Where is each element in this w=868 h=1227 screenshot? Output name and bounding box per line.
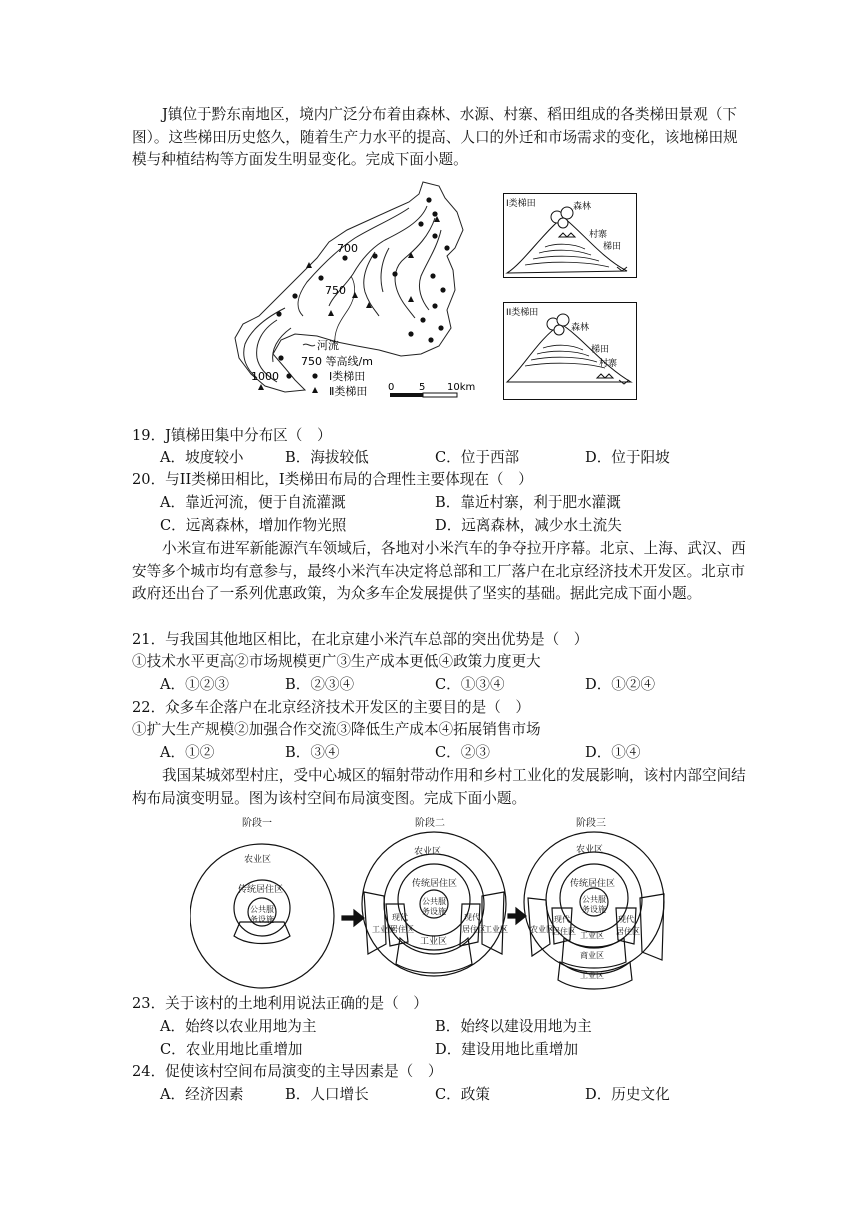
svg-text:现代: 现代 bbox=[464, 913, 480, 922]
svg-text:工业区: 工业区 bbox=[420, 937, 448, 947]
svg-text:II类梯田: II类梯田 bbox=[506, 308, 539, 318]
svg-text:公共服: 公共服 bbox=[582, 895, 606, 904]
q19-option-c[interactable]: C．位于西部 bbox=[435, 449, 520, 466]
svg-text:工业区: 工业区 bbox=[580, 971, 604, 980]
q24-option-c[interactable]: C．政策 bbox=[435, 1086, 490, 1103]
type1-terrace-inset bbox=[503, 193, 637, 278]
q20-option-d[interactable]: D．远离森林，减少水土流失 bbox=[435, 517, 622, 534]
svg-text:I类梯田: I类梯田 bbox=[506, 199, 536, 209]
scale-bar bbox=[390, 393, 423, 397]
legend-type1: Ⅰ类梯田 bbox=[329, 370, 366, 383]
q22-option-b[interactable]: B．③④ bbox=[285, 744, 340, 761]
q22-option-c[interactable]: C．②③ bbox=[435, 744, 490, 761]
svg-text:传统居住区: 传统居住区 bbox=[412, 879, 458, 889]
q21-option-d[interactable]: D．①②④ bbox=[585, 676, 656, 693]
q21-option-b[interactable]: B．②③④ bbox=[285, 676, 355, 693]
svg-text:工业区: 工业区 bbox=[580, 931, 604, 940]
type2-terrace-inset bbox=[503, 302, 637, 400]
village-layout-evolution-diagram bbox=[190, 812, 680, 1002]
svg-text:森林: 森林 bbox=[571, 323, 590, 333]
svg-text:村寨: 村寨 bbox=[589, 230, 608, 240]
legend-river: 河流 bbox=[317, 339, 339, 352]
contour-label-700: 700 bbox=[337, 242, 358, 255]
svg-text:阶段一: 阶段一 bbox=[242, 818, 272, 829]
svg-text:农业区: 农业区 bbox=[414, 847, 442, 857]
contour-label-1000: 1000 bbox=[251, 370, 279, 383]
q22-option-d[interactable]: D．①④ bbox=[585, 744, 641, 761]
q19-option-b[interactable]: B．海拔较低 bbox=[285, 449, 369, 466]
passage-3: 我国某城郊型村庄，受中心城区的辐射带动作用和乡村工业化的发展影响，该村内部空间结构布局演变明显。图为该村空间布局演变图。完成下面小题。 bbox=[132, 767, 746, 807]
svg-text:居住区: 居住区 bbox=[616, 927, 640, 936]
svg-text:居住区: 居住区 bbox=[462, 925, 486, 934]
svg-text:居住区: 居住区 bbox=[552, 927, 576, 936]
question-19: 19．J镇梯田集中分布区（ ） bbox=[132, 427, 332, 444]
svg-text:村寨: 村寨 bbox=[599, 359, 618, 369]
svg-text:工业区: 工业区 bbox=[484, 925, 508, 934]
svg-text:森林: 森林 bbox=[573, 202, 592, 212]
svg-text:居住区: 居住区 bbox=[390, 925, 414, 934]
q21-option-a[interactable]: A．①②③ bbox=[160, 676, 229, 693]
svg-text:公共服: 公共服 bbox=[250, 905, 274, 914]
question-20: 20．与II类梯田相比，I类梯田布局的合理性主要体现在（ ） bbox=[132, 471, 533, 488]
svg-text:务设施: 务设施 bbox=[250, 915, 274, 924]
q22-items: ①扩大生产规模②加强合作交流③降低生产成本④拓展销售市场 bbox=[132, 721, 541, 738]
svg-text:现代: 现代 bbox=[618, 915, 634, 924]
question-22: 22．众多车企落户在北京经济技术开发区的主要目的是（ ） bbox=[132, 699, 531, 716]
svg-text:工业区: 工业区 bbox=[372, 925, 396, 934]
svg-text:现代: 现代 bbox=[554, 915, 570, 924]
q21-option-c[interactable]: C．①③④ bbox=[435, 676, 505, 693]
svg-text:商业区: 商业区 bbox=[580, 951, 604, 960]
svg-text:10km: 10km bbox=[447, 382, 476, 393]
q24-option-b[interactable]: B．人口增长 bbox=[285, 1086, 369, 1103]
legend-river-symbol bbox=[303, 344, 315, 346]
question-21: 21．与我国其他地区相比，在北京建小米汽车总部的突出优势是（ ） bbox=[132, 631, 589, 648]
svg-text:农业区: 农业区 bbox=[530, 925, 554, 934]
svg-text:传统居住区: 传统居住区 bbox=[570, 879, 616, 889]
svg-text:务设施: 务设施 bbox=[422, 907, 446, 916]
svg-text:农业区: 农业区 bbox=[576, 845, 604, 855]
q19-option-a[interactable]: A．坡度较小 bbox=[160, 449, 244, 466]
q19-option-d[interactable]: D．位于阳坡 bbox=[585, 449, 670, 466]
svg-text:梯田: 梯田 bbox=[603, 242, 622, 252]
q24-option-a[interactable]: A．经济因素 bbox=[160, 1086, 244, 1103]
q23-option-b[interactable]: B．始终以建设用地为主 bbox=[435, 1018, 592, 1035]
q21-items: ①技术水平更高②市场规模更广③生产成本更低④政策力度更大 bbox=[132, 653, 541, 670]
terrace-distribution-map bbox=[225, 178, 480, 400]
legend-type2: Ⅱ类梯田 bbox=[329, 385, 368, 398]
contour-700 bbox=[298, 208, 409, 316]
svg-text:0: 0 bbox=[388, 382, 395, 393]
q23-option-c[interactable]: C．农业用地比重增加 bbox=[160, 1041, 303, 1058]
svg-text:公共服: 公共服 bbox=[422, 897, 446, 906]
svg-text:现代: 现代 bbox=[392, 913, 408, 922]
question-23: 23．关于该村的土地利用说法正确的是（ ） bbox=[132, 995, 428, 1012]
passage-1: J镇位于黔东南地区，境内广泛分布着由森林、水源、村寨、稻田组成的各类梯田景观（下图）。这些梯田历史悠久，随着生产力水平的提高、人口的外迁和市场需求的变化，该地梯田规模与种植结构等方面发生明显变化。完成下面小题。 bbox=[132, 106, 738, 168]
question-24: 24．促使该村空间布局演变的主导因素是（ ） bbox=[132, 1063, 443, 1080]
type1-terrace-dots bbox=[276, 197, 449, 378]
legend-contour: 750 等高线/m bbox=[301, 355, 373, 368]
passage-2: 小米宣布进军新能源汽车领域后，各地对小米汽车的争夺拉开序幕。北京、上海、武汉、西安等多个城市均有意参与，最终小米汽车决定将总部和工厂落户在北京经济技术开发区。北京市政府还出台了一系列优惠政策，为众多车企发展提供了坚实的基础。据此完成下面小题。 bbox=[132, 540, 746, 602]
q24-option-d[interactable]: D．历史文化 bbox=[585, 1086, 670, 1103]
q23-option-d[interactable]: D．建设用地比重增加 bbox=[435, 1041, 579, 1058]
q20-option-b[interactable]: B．靠近村寨，利于肥水灌溉 bbox=[435, 494, 621, 511]
svg-text:梯田: 梯田 bbox=[591, 345, 610, 355]
q23-option-a[interactable]: A．始终以农业用地为主 bbox=[160, 1018, 317, 1035]
svg-text:农业区: 农业区 bbox=[244, 855, 272, 865]
q20-option-c[interactable]: C．远离森林，增加作物光照 bbox=[160, 517, 347, 534]
q22-option-a[interactable]: A．①② bbox=[160, 744, 215, 761]
svg-text:阶段二: 阶段二 bbox=[415, 818, 445, 829]
q20-option-a[interactable]: A．靠近河流，便于自流灌溉 bbox=[160, 494, 346, 511]
svg-text:阶段三: 阶段三 bbox=[576, 818, 606, 829]
svg-text:传统居住区: 传统居住区 bbox=[238, 885, 284, 895]
contour-label-750: 750 bbox=[325, 284, 346, 297]
svg-text:务设施: 务设施 bbox=[582, 905, 606, 914]
svg-text:5: 5 bbox=[419, 382, 426, 393]
